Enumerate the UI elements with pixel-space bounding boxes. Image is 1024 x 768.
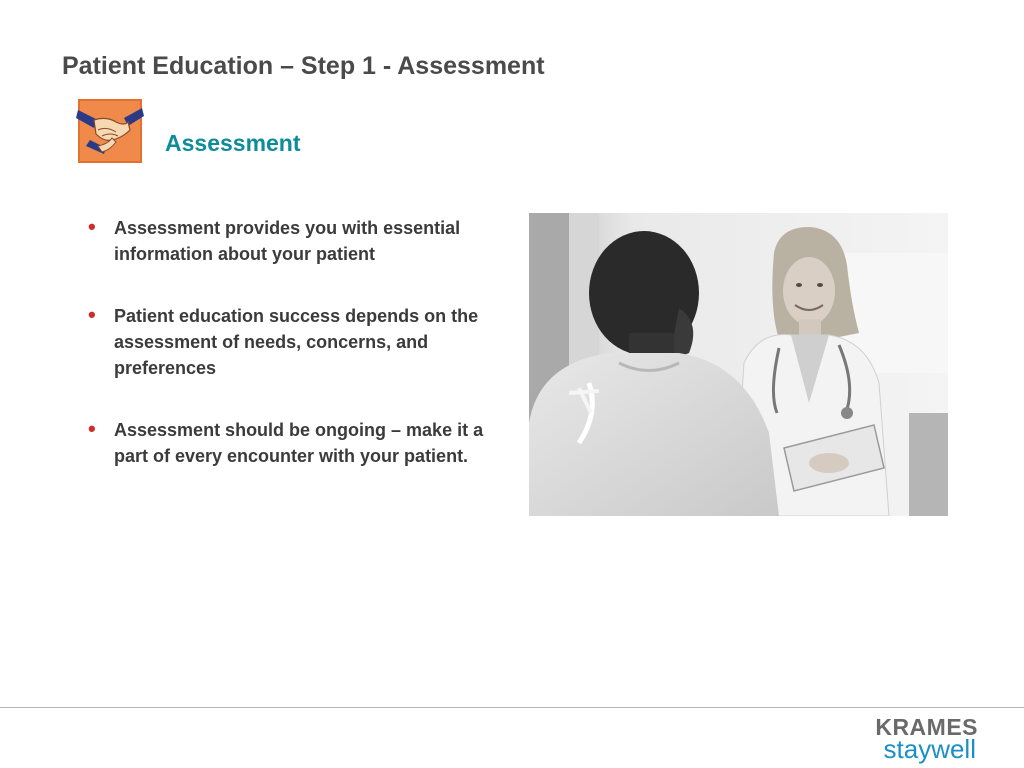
bullet-icon: •: [88, 214, 96, 239]
krames-staywell-logo: [838, 714, 978, 764]
bullet-list: [86, 215, 486, 505]
list-item: [86, 417, 486, 469]
logo-krames-text: KRAMES: [875, 714, 978, 740]
bullet-text: Assessment provides you with essential information about your patient: [114, 218, 461, 264]
list-item: [86, 215, 486, 267]
list-item: [86, 303, 486, 381]
section-heading: Assessment: [165, 130, 301, 156]
logo-staywell-text: staywell: [883, 734, 976, 764]
doctor-patient-photo: [529, 213, 948, 516]
handshake-icon: [76, 96, 144, 166]
page-title: Patient Education – Step 1 - Assessment: [62, 52, 545, 80]
bullet-icon: •: [88, 416, 96, 441]
bullet-text: Assessment should be ongoing – make it a part of every encounter with your patient.: [114, 420, 484, 466]
bullet-icon: •: [88, 302, 96, 327]
footer-divider: [0, 707, 1024, 708]
bullet-text: Patient education success depends on the assessment of needs, concerns, and preferences: [114, 306, 479, 378]
